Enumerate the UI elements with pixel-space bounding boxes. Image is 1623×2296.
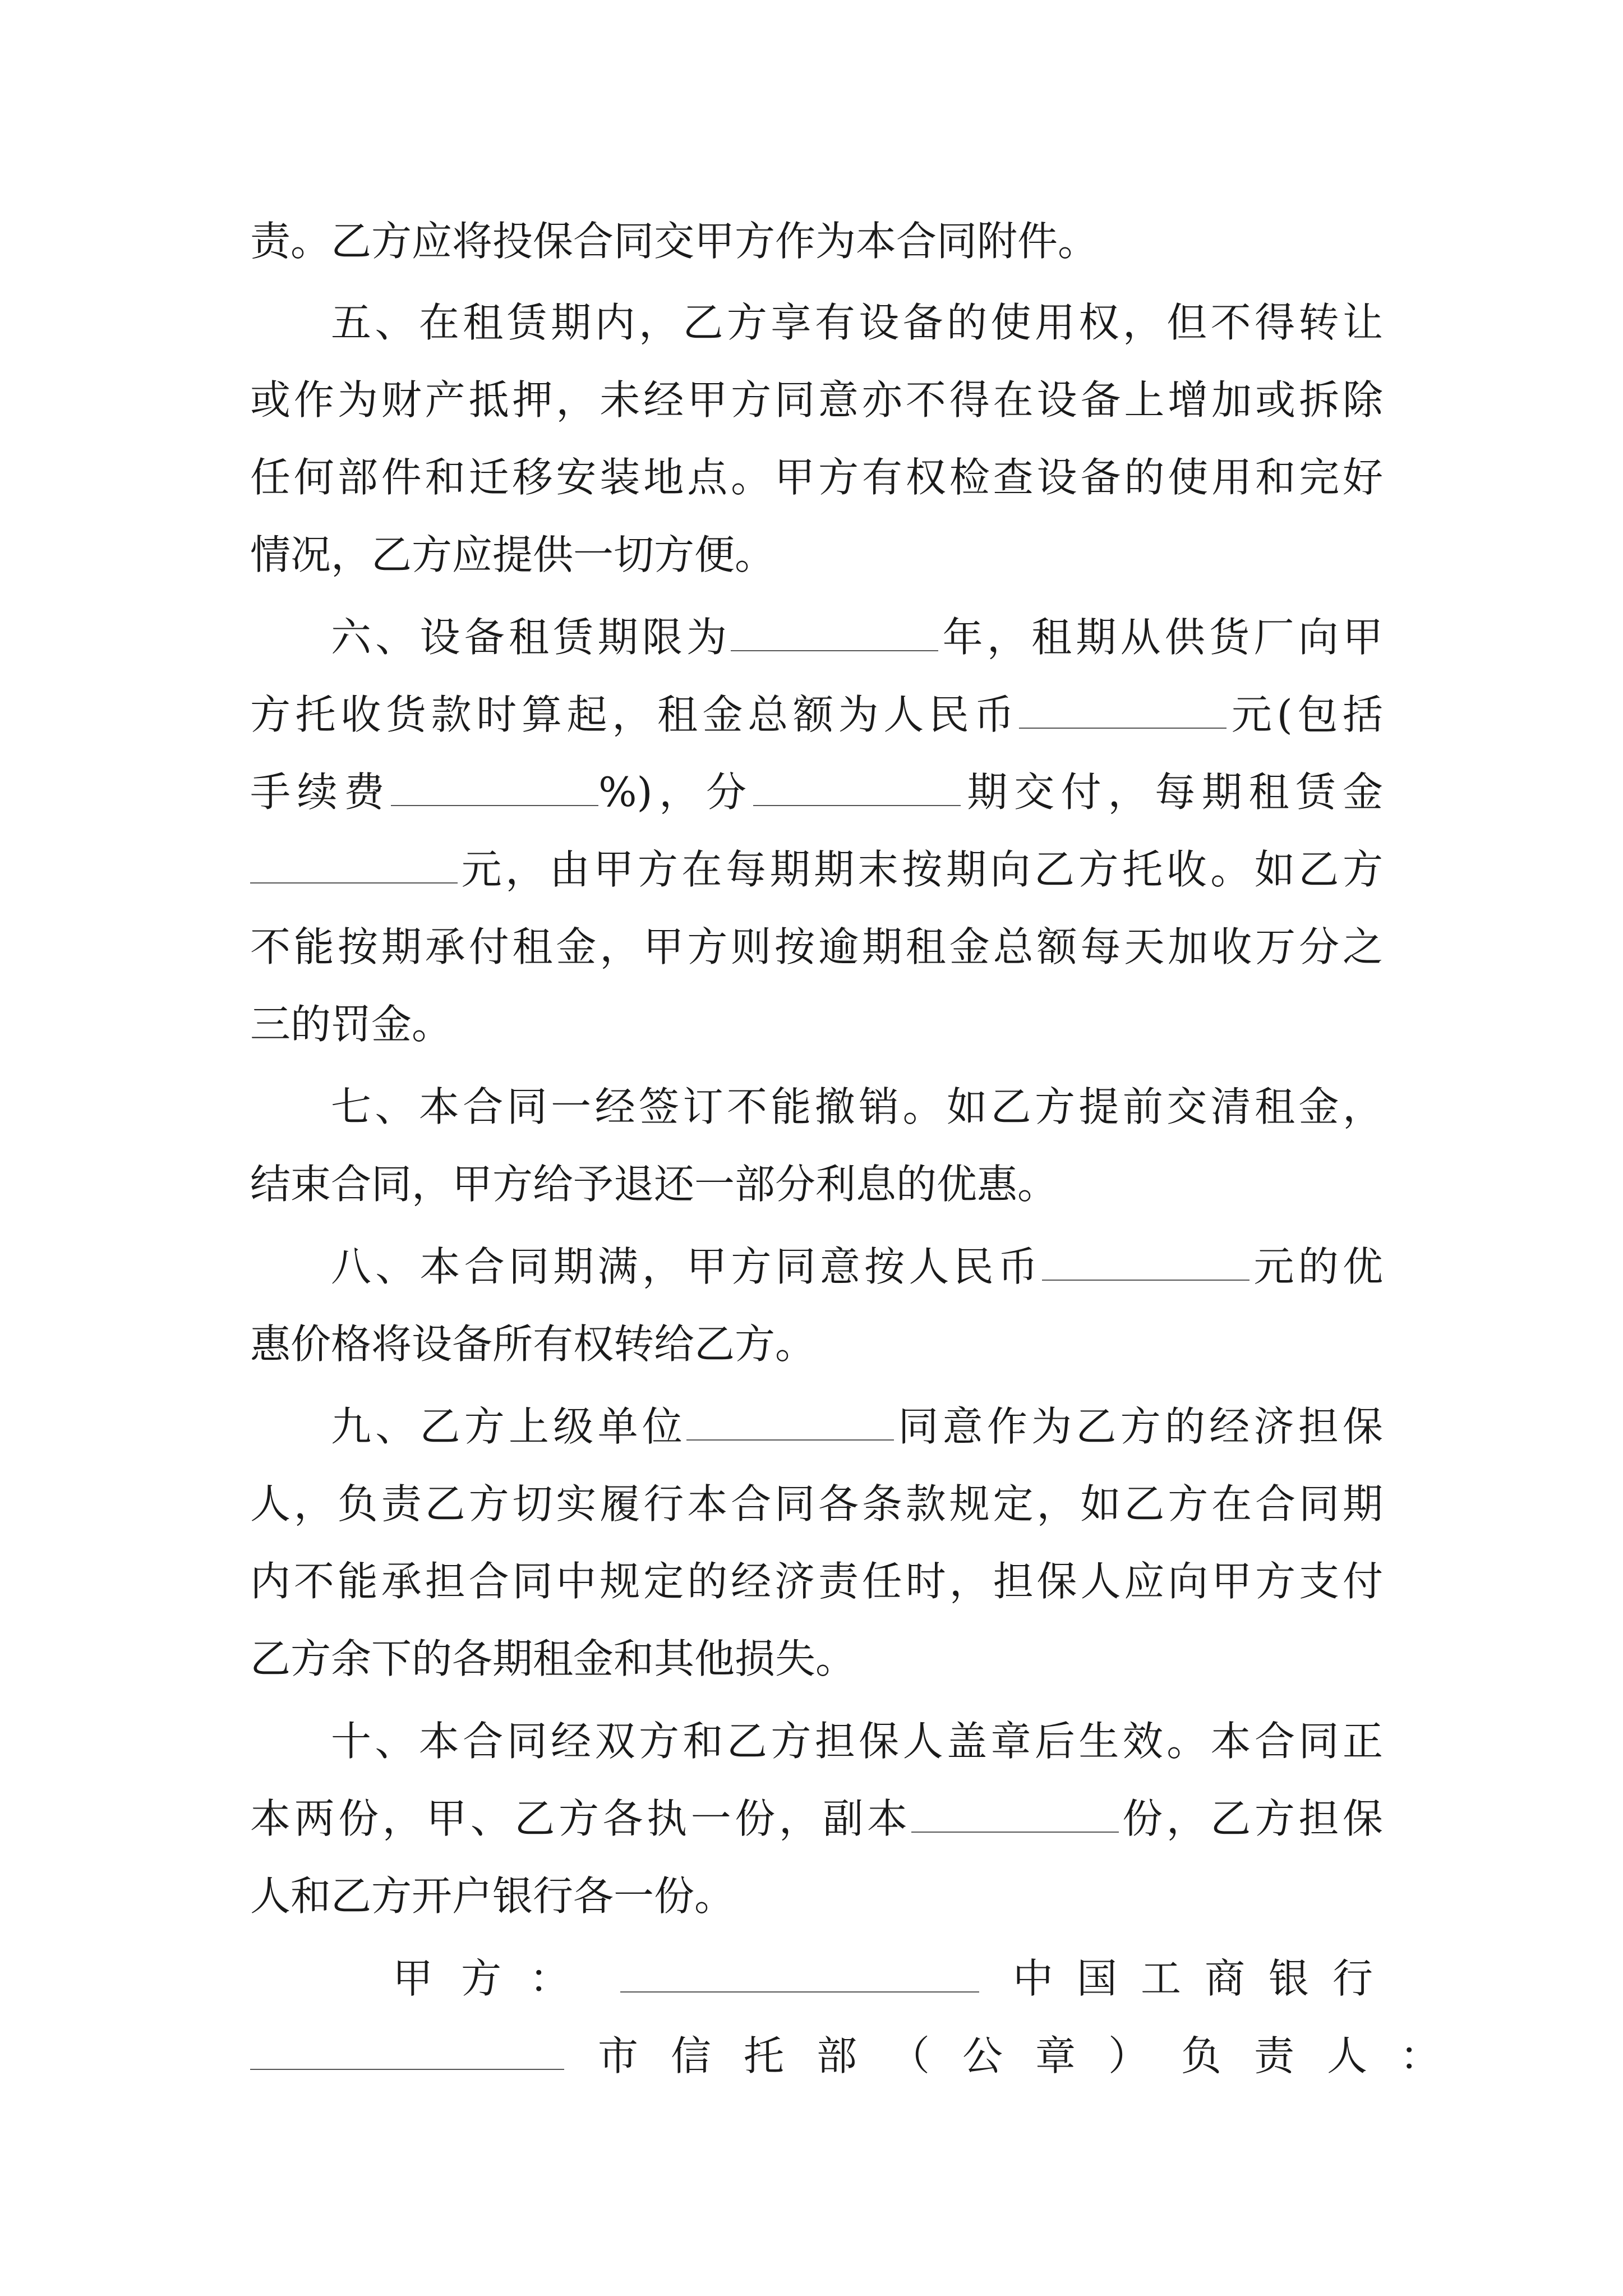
p8-text-b: 元的优 xyxy=(1249,1243,1383,1290)
paragraph-10-line-1: 十、本合同经双方和乙方担保人盖章后生效。本合同正 xyxy=(331,1718,1383,1765)
paragraph-6-line-4 xyxy=(250,841,1383,898)
p6-text-g: 期交付，每期租赁金 xyxy=(960,769,1383,816)
signature-line-2 xyxy=(250,2028,1473,2084)
paragraph-6-line-6: 三的罚金。 xyxy=(250,1001,453,1048)
paragraph-6-line-1 xyxy=(331,609,1383,665)
buyout-price-blank[interactable] xyxy=(1042,1247,1249,1281)
p6-text-d: 元(包括 xyxy=(1227,691,1383,738)
installment-amount-blank[interactable] xyxy=(250,850,458,884)
paragraph-8-line-1 xyxy=(331,1239,1383,1295)
p10-text-a: 本两份，甲、乙方各执一份，副本 xyxy=(250,1795,911,1842)
p6-text-h: 元，由甲方在每期期末按期向乙方托收。如乙方 xyxy=(458,846,1383,893)
paragraph-6-line-5: 不能按期承付租金，甲方则按逾期租金总额每天加收万分之 xyxy=(250,923,1383,970)
copies-blank[interactable] xyxy=(911,1799,1119,1833)
paragraph-9-line-2: 人，负责乙方切实履行本合同各条款规定，如乙方在合同期 xyxy=(250,1480,1383,1527)
paragraph-10-line-3: 人和乙方开户银行各一份。 xyxy=(250,1872,735,1920)
paragraph-9-line-4: 乙方余下的各期租金和其他损失。 xyxy=(250,1635,856,1682)
p6-text-e: 手续费 xyxy=(250,769,391,816)
dept-label: 市信托部（公章）负责人： xyxy=(598,2032,1473,2079)
paragraph-6-line-3 xyxy=(250,764,1383,820)
paragraph-6-line-2 xyxy=(250,687,1383,743)
paragraph-10-line-2 xyxy=(250,1791,1383,1847)
lease-term-blank[interactable] xyxy=(731,618,938,651)
paragraph-7-line-2: 结束合同，甲方给予退还一部分利息的优惠。 xyxy=(250,1161,1058,1208)
signature-line-1 xyxy=(393,1950,1397,2007)
bank-name: 中国工商银行 xyxy=(1013,1955,1397,2002)
p6-text-b: 年，租期从供货厂向甲 xyxy=(938,614,1383,661)
p10-text-b: 份，乙方担保 xyxy=(1118,1795,1383,1842)
guarantor-unit-blank[interactable] xyxy=(686,1407,894,1441)
paragraph-9-line-1 xyxy=(331,1398,1383,1455)
paragraph-5-line-1: 五、在租赁期内，乙方享有设备的使用权，但不得转让 xyxy=(331,299,1383,346)
paragraph-5-line-4: 情况，乙方应提供一切方便。 xyxy=(250,531,776,578)
p6-text-a: 六、设备租赁期限为 xyxy=(331,614,731,661)
paragraph-7-line-1: 七、本合同一经签订不能撤销。如乙方提前交清租金， xyxy=(331,1083,1383,1130)
p6-text-f: %)，分 xyxy=(598,769,753,816)
p9-text-b: 同意作为乙方的经济担保 xyxy=(894,1403,1383,1450)
p8-text-a: 八、本合同期满，甲方同意按人民币 xyxy=(331,1243,1043,1290)
party-a-blank[interactable] xyxy=(620,1959,979,1993)
total-rent-blank[interactable] xyxy=(1019,695,1227,729)
p6-text-c: 方托收货款时算起，租金总额为人民币 xyxy=(250,691,1020,738)
paragraph-8-line-2: 惠价格将设备所有权转给乙方。 xyxy=(250,1320,816,1368)
paragraph-9-line-3: 内不能承担合同中规定的经济责任时，担保人应向甲方支付 xyxy=(250,1558,1383,1605)
p9-text-a: 九、乙方上级单位 xyxy=(331,1403,687,1450)
dept-blank[interactable] xyxy=(250,2036,564,2070)
paragraph-5-line-2: 或作为财产抵押，未经甲方同意亦不得在设备上增加或拆除 xyxy=(250,376,1383,424)
paragraph-4-tail: 责。乙方应将投保合同交甲方作为本合同附件。 xyxy=(250,218,1099,265)
paragraph-5-line-3: 任何部件和迁移安装地点。甲方有权检查设备的使用和完好 xyxy=(250,454,1383,501)
party-a-label: 甲方： xyxy=(393,1955,598,2002)
fee-rate-blank[interactable] xyxy=(391,772,598,806)
installments-blank[interactable] xyxy=(753,772,961,806)
